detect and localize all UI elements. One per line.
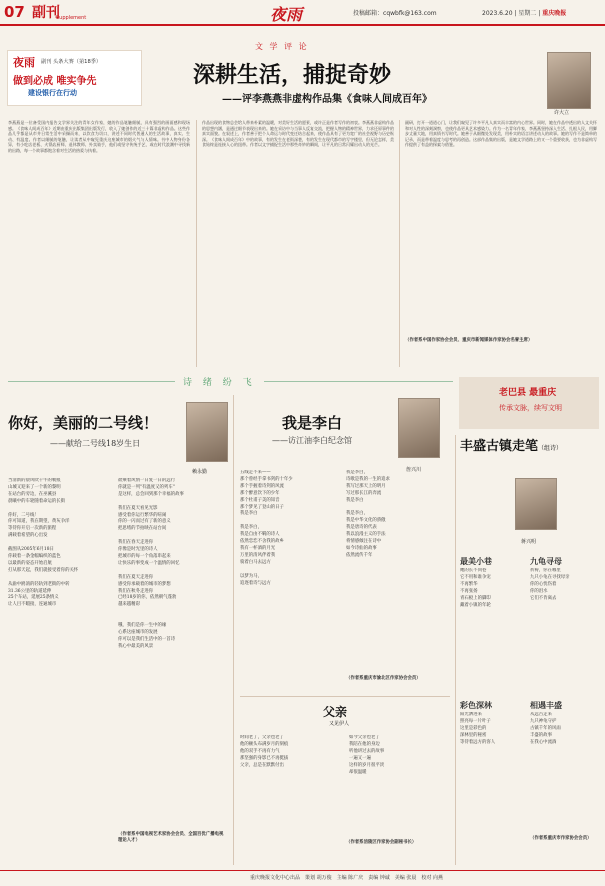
article-col1: 李燕燕是一位备受国内报告文学界关注的青年女作家，她的作品笔触细腻，具有强烈的画面感和现场感。《食味人间成百年》近期由重庆出版集团出版发行，收入了她创作的近三十篇非虚构作品。这些作品几乎都是从市井日常生活中采撷而来，以饮食为切口，讲述不同时代普通人的生活故事，真实、生动、有温度。作者以细腻的笔触，让读者从中窥见重庆这座城市的烟火气与人情味。书中人物身份各异，有小吃店老板、火锅店厨师、退休教师、外卖骑手，他们或坚守传统手艺，或在时代浪潮中寻找新的出路，每一个故事都饱含着对生活的热爱与执着。 — [8, 120, 190, 153]
poem2-text-a: 五线走不来—— 那个曾经手拿书剑的十年少 那个手握着诗剑的风流 那个醉意饮下的少年 那个杜甫子美的知音 那个梦见了登山的日子 我是李白 我是李白， 我是自由不羁的诗人 依然恋恋不舍我的故乡 我有一杯酒的月光 万里的清风伴着我 骑着白马去远方 以梦为马， 追逐着诗与远方 — [240, 470, 293, 586]
poem3-rule — [240, 696, 450, 697]
poem1-author: 赖永勤 — [192, 469, 208, 475]
ad-brand: 夜雨 — [13, 56, 35, 69]
weekday: 星期二 — [518, 10, 537, 17]
right-title — [460, 435, 562, 454]
header-rule — [0, 24, 605, 26]
article-subtitle: ——评李燕燕非虚构作品集《食味人间成百年》 — [222, 94, 432, 105]
ad-block — [7, 50, 142, 106]
article-col2: 作品出现的食物总会给人带来朴素的温暖，对美好生活的愿景，或许正是作者写作的初衷。李燕燕非虚构作品的思想内涵，是通过细节表现出来的。她在采访中与当事人反复交流，把握人物的精神世界，力求还原事件的真实面貌。在叙述上，作者善于把个人命运与时代变迁结合起来，使作品具有了更为宽广的社会视野与历史纵深。《食味人间成百年》中的故事，有的发生在老街深巷，有的发生在现代都市的写字楼里，但无论怎样，美食始终是连接人心的纽带。作者以文字捕捉生活中那些奇妙的瞬间，让平凡的日常闪耀出动人的光芒。 — [202, 120, 394, 148]
poem2-title: 我是李白 — [282, 414, 343, 432]
footer-org: 重庆晚报文化中心出品 — [250, 875, 301, 881]
col-divider — [233, 395, 234, 865]
poem1-text-a: 当清新的晨风吹干牛的勒痕 山城又迎来了一个新的黎明 在站台的旁边，在巫溪县 晨曦中的车轮随着命运的长街 你好，二号线！ 你可知道，我在期望，黄灰争洋 等待你开启一次新的旅程 满载着希望的心出发 截图从2005年6月18日 你载着一条金幅编织的蓝色 以最新的姿态开始启航 打从那天起，我们就接受着你的关怀 从渝中鸥鸽的轻轨到老街的中转 31.36公里的轨道延伸 25个车站，延展25条情义 让人目不暇接，连通城市 — [8, 478, 79, 608]
article-title: 深耕生活，捕捉奇妙 — [193, 62, 392, 88]
poem2-author-photo — [398, 398, 440, 458]
header-date: 2023.6.20 | 星期二 | 重庆晚报 — [482, 10, 567, 17]
poem2-author: 詹兴川 — [406, 467, 422, 473]
poem2-text-b: 我是李白， 诗歌是我的一生的追求 我写过那天上的明月 写过那长江的奔流 我是李白 我是李白， 我是中华文化的骄傲 我是唐诗的代表 我以浪漫主义的手法 将情感倾注在诗中 如今诗仙的故事 依然流传千年 — [346, 470, 390, 558]
col-divider — [399, 120, 400, 367]
col-divider — [196, 120, 197, 367]
right-author: 蒋兴明 — [521, 539, 537, 545]
footer-line — [250, 874, 443, 881]
right-poem3-text: 阳光洒进来 照亮每一片叶子 这里是彩色的 深林里的秘密 等待着远方的客人 — [460, 712, 496, 745]
sidebar-ad-line2: 传承文脉，续写文明 — [499, 404, 562, 412]
page-number: 07 — [4, 3, 25, 21]
right-poem2-text: 祈祷，你在哪里 九只小龟在寻找母亲 你的心忧伤着 你的泪水 它们不肯离去 — [530, 568, 570, 601]
poem3-note: （作者系涪陵区作家协会副秘书长） — [346, 840, 417, 845]
date: 2023.6.20 — [482, 10, 513, 17]
author-name: 许大立 — [554, 110, 570, 116]
poem1-title: 你好，美丽的二号线！ — [8, 414, 159, 432]
right-poem1-title: 最美小巷 — [460, 557, 492, 566]
sidebar-ad-line1: 老巴县 最重庆 — [499, 388, 557, 398]
poem3-subtitle: 又见伊人 — [329, 721, 350, 727]
paper-name: 重庆晚报 — [542, 10, 567, 17]
article-kicker: 文 学 评 论 — [255, 42, 309, 51]
header — [0, 0, 605, 24]
poem3-title: 父亲 — [323, 705, 348, 719]
poetry-banner: 诗 绪 纷 飞 — [175, 375, 264, 388]
header-logo: 夜雨 — [270, 5, 303, 24]
ad-line1: 副刊 头条大赛（第18季） — [41, 59, 102, 65]
footer-credits: 策划 胡万俊 主编 陈广庆 责编 钟诚 美编 张晨 校对 向燕 — [305, 875, 443, 881]
right-poem4-text: 从远古走来 九只神龟守护 古镇千年的风雨 丰盛的故事 在我心中流淌 — [530, 712, 561, 745]
section-title: 副刊 — [32, 5, 60, 21]
right-poem3-title: 彩色深林 — [460, 701, 492, 710]
right-title-sub: （组诗） — [538, 445, 563, 452]
author-photo — [547, 52, 591, 109]
ad-line2: 做到必成 唯实争先 — [13, 76, 97, 87]
sidebar-ad — [459, 377, 599, 429]
poem2-subtitle: ——访江油李白纪念馆 — [272, 436, 352, 445]
right-poem4-title: 相遇丰盛 — [530, 701, 562, 710]
poem1-text-b: 欲乘着风情一日复一日的远行 你就是一列"有温度又的列车" 是这样，总会回到那个幸福的故事 我们在夏天看见光影 感受着你运行繁华的喧闹 你的一闪而过有了新的意义 把思绪的节拍映在站台间 我们在春天走进你 你像是时光里的诗人 把城市的每一个角落串起来 让快乐的事变成一个温情的回忆 我们在夏天走进你 感受你承载着的城市的梦想 我们在秋冬走进你 已经18岁的你，依然朝气蓬勃 越来越精彩 哦，我们是你一生中的缘 心系这座城市的发展 你可以是我们生活中的一首诗 我心中最美的风景 — [118, 478, 184, 649]
col-divider — [455, 435, 456, 865]
article-col3: 副研，打开一道道心门，让我们窥见了许多平凡人真实而丰富的内心世界。同时，她在作品中透出的人文关怀和对人性的深刻洞察，也使作品更具艺术感染力。作为一名青年作家，李燕燕坚持深入生活、扎根人民，用脚步丈量大地，用真情书写时代。她善于从细微处发现美，用朴实的语言讲述动人的故事。她的写作不是简单的记录，而是带着温度与思考的再创造。这部作品集的出版，是她文学道路上的又一个重要收获，也为非虚构写作提供了有益的探索与借鉴。 — [405, 120, 597, 148]
article-author-note: （作者系中国作家协会会员、重庆市新闻媒体作家协会名誉主席） — [405, 338, 533, 343]
right-poem1-text: 她的长不同巷 它不用和谁争宠 不再繁华 不再张扬 青石板上的脚印 藏着小镇的年轮 — [460, 568, 491, 608]
poem1-subtitle: ——献给二号线18岁生日 — [50, 439, 141, 448]
poem1-note: （作者系中国电视艺术家协会会员、全国百优广播电视理论人才） — [118, 832, 224, 843]
right-poem2-title: 九龟寻母 — [530, 557, 562, 566]
right-title-text: 丰盛古镇走笔 — [460, 439, 539, 454]
right-author-photo — [515, 478, 557, 530]
email-label: 投稿邮箱： — [353, 10, 384, 17]
right-note: （作者系重庆市作家协会会员） — [530, 836, 592, 841]
ad-line3: 建设银行在行动 — [28, 89, 77, 97]
poem2-note: （作者系重庆市渝北区作家协会会员） — [346, 676, 421, 681]
footer-rule — [0, 870, 605, 871]
poem3-text: 时间老了，父亲也老了 他的额头布满岁月的刻痕 他的双手不再有力气 那坚强的身影已不再挺拔 父亲，总是在默默付出 如今父亲也老了 我陪在他的身边 听他讲过去的故事 一遍又一遍 这样的岁月很平淡 却很温暖 — [240, 735, 385, 775]
email-line — [353, 8, 437, 17]
poem1-author-photo — [186, 402, 228, 462]
section-subtitle: Supplement — [56, 15, 87, 21]
email-address: cqwbfk@163.com — [383, 10, 437, 17]
